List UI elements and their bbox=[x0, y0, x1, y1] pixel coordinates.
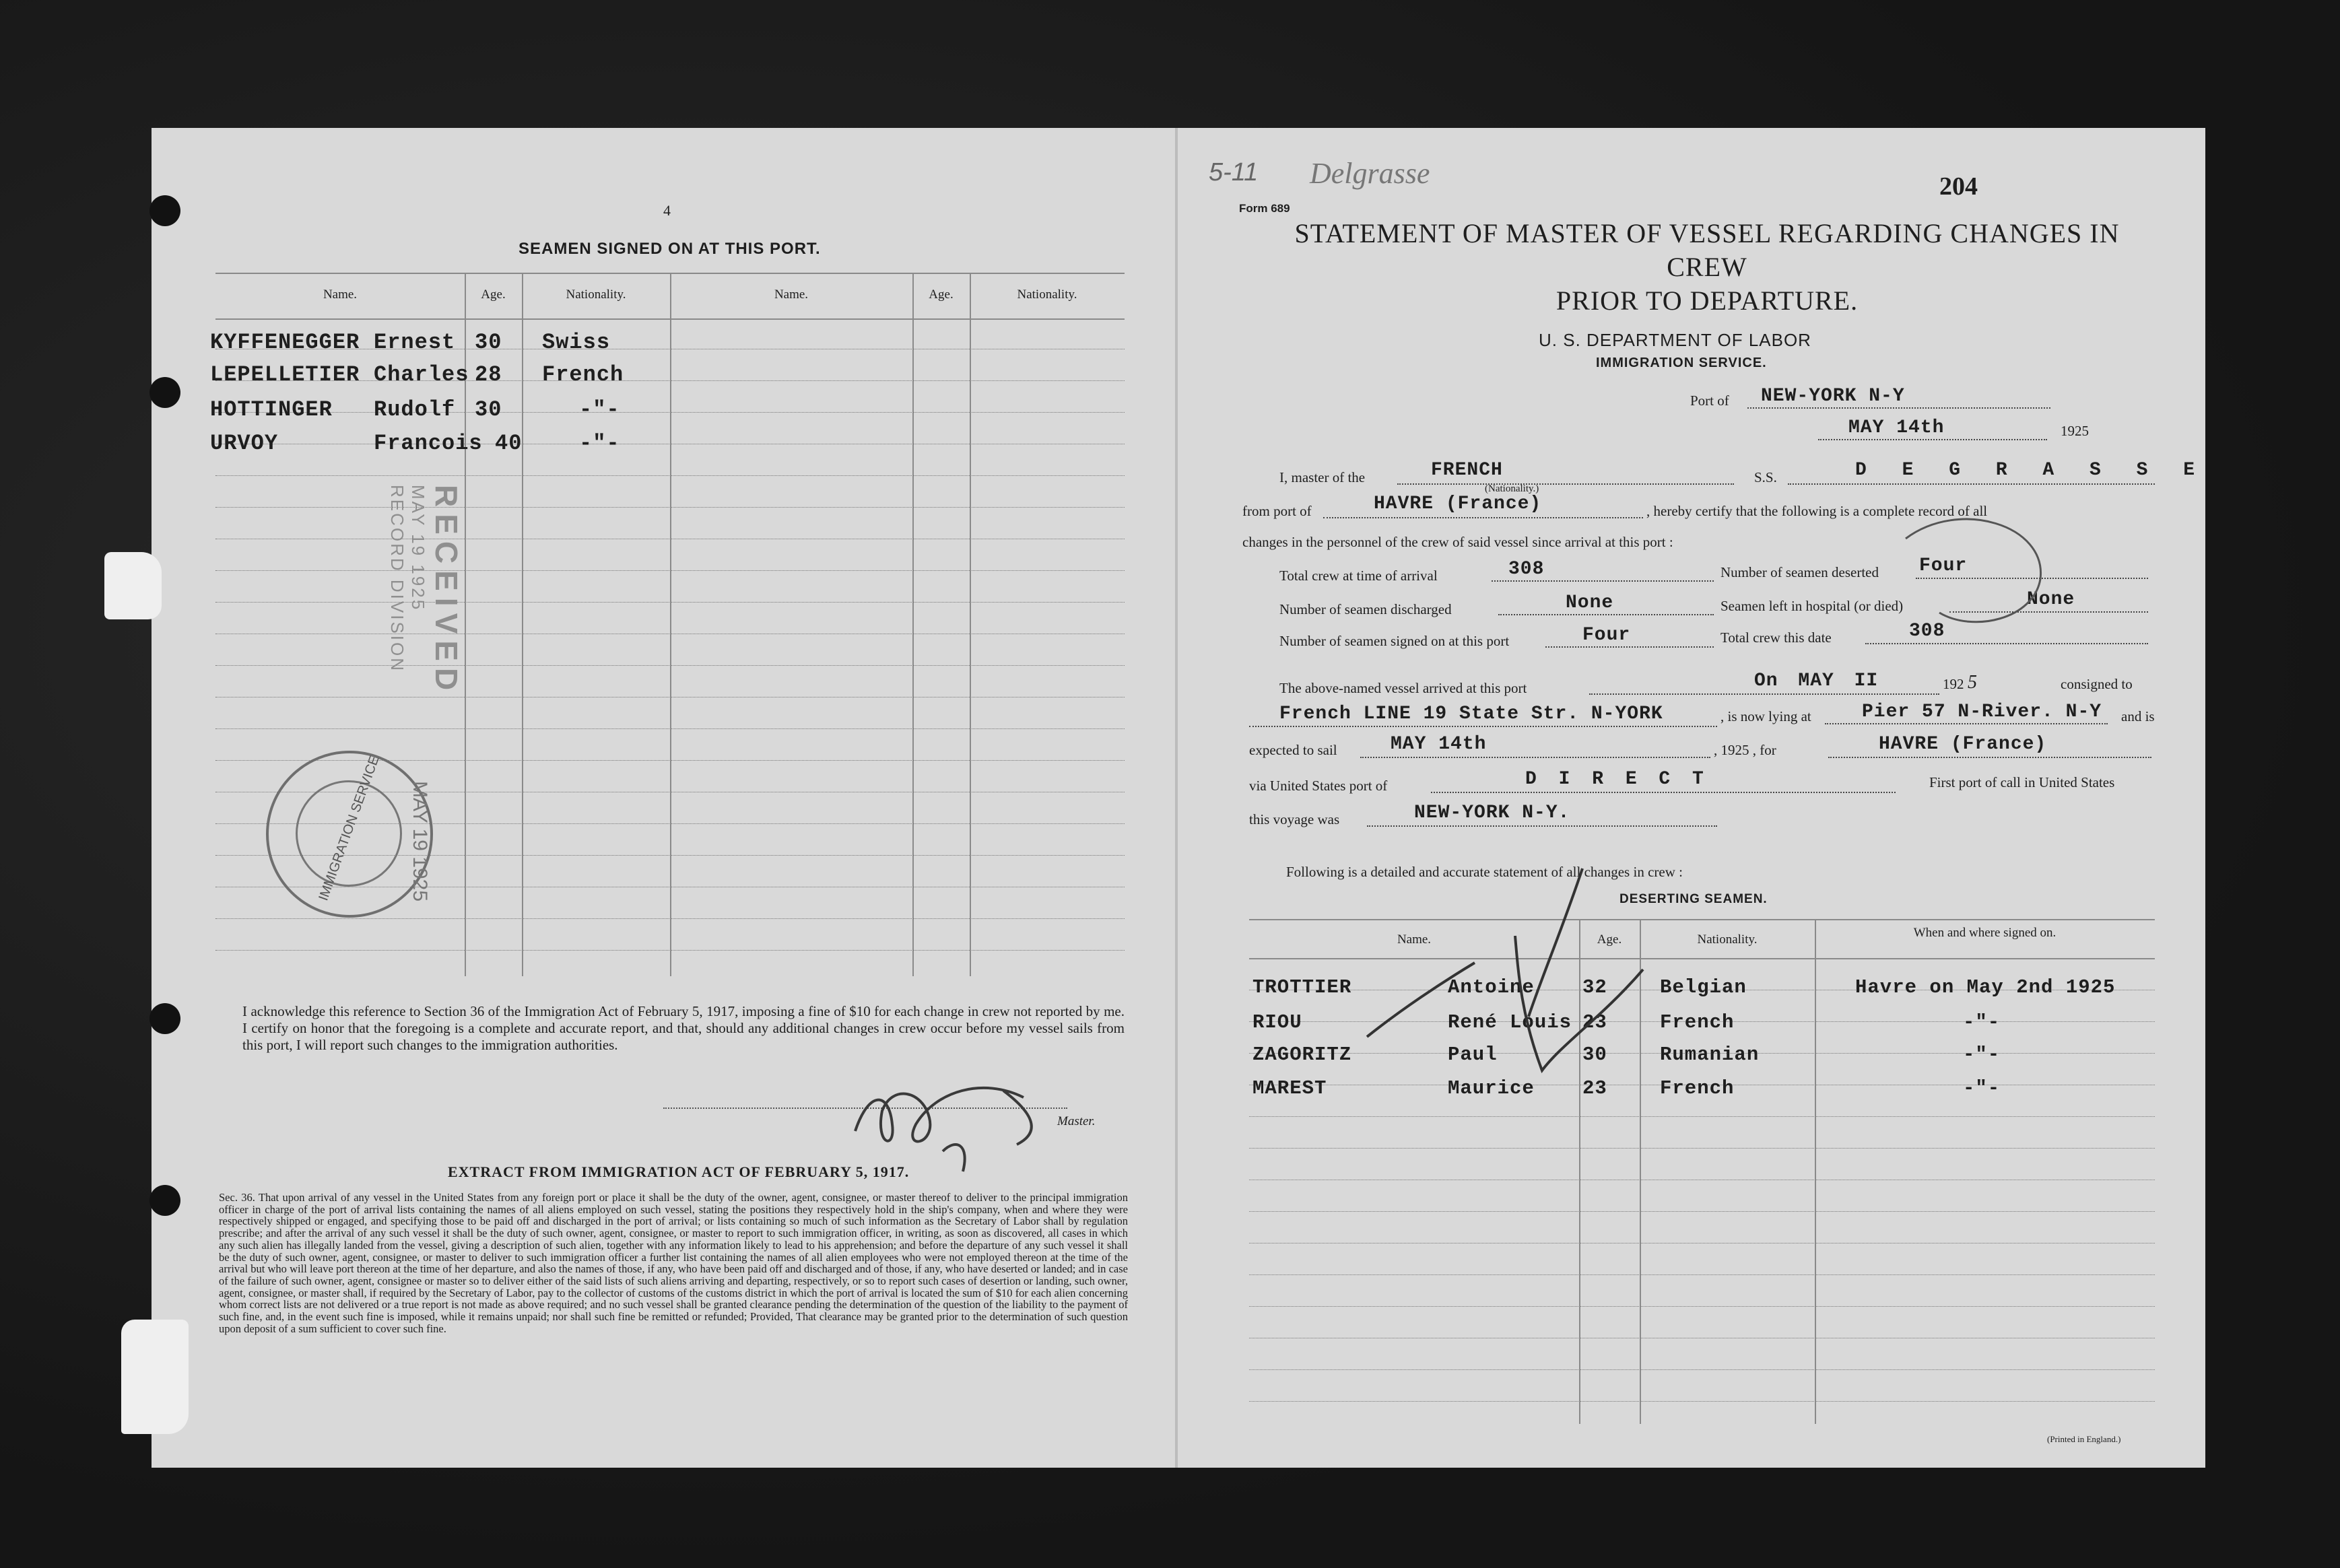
nationality: Belgian bbox=[1660, 976, 1747, 998]
column-header-nationality: Nationality. bbox=[566, 287, 626, 302]
nationality: French bbox=[1660, 1077, 1735, 1099]
nationality: -"- bbox=[579, 431, 620, 456]
form-title bbox=[1259, 217, 2155, 318]
signed-on-label: Number of seamen signed on at this port bbox=[1279, 633, 1510, 649]
surname: HOTTINGER bbox=[210, 397, 333, 422]
fill-line bbox=[1788, 483, 2155, 485]
age: 40 bbox=[495, 431, 523, 456]
following-text: Following is a detailed and accurate statement of all changes in crew : bbox=[1286, 864, 1683, 880]
total-crew-arrival-label: Total crew at time of arrival bbox=[1279, 568, 1438, 584]
fill-line bbox=[1825, 723, 2108, 724]
nationality: French bbox=[1660, 1011, 1735, 1033]
seal-date: MAY 19 1925 bbox=[409, 781, 431, 902]
surname: LEPELLETIER bbox=[210, 362, 360, 387]
age: 30 bbox=[475, 397, 502, 422]
certify-text: , hereby certify that the following is a complete record of all bbox=[1646, 503, 1988, 519]
age: 28 bbox=[475, 362, 502, 387]
surname: KYFFENEGGER bbox=[210, 330, 360, 355]
date-value: MAY 14th bbox=[1848, 417, 1945, 438]
signed-on-value: Four bbox=[1582, 625, 1631, 646]
age: 23 bbox=[1582, 1011, 1607, 1033]
port-value: NEW-YORK N-Y bbox=[1761, 386, 1905, 407]
given-name: René Louis bbox=[1448, 1011, 1572, 1033]
column-header-age: Age. bbox=[1597, 932, 1622, 947]
surname: TROTTIER bbox=[1252, 976, 1352, 998]
total-crew-date-label: Total crew this date bbox=[1720, 629, 1832, 646]
via-value: D I R E C T bbox=[1525, 769, 1709, 790]
first-port-label: First port of call in United States bbox=[1929, 774, 2115, 790]
page-number-left: 4 bbox=[663, 202, 671, 219]
fill-line bbox=[1828, 757, 2151, 758]
expected-label: expected to sail bbox=[1249, 742, 1337, 758]
fill-line bbox=[1545, 646, 1714, 648]
column-header-age: Age. bbox=[929, 287, 954, 302]
from-port-value: HAVRE (France) bbox=[1374, 493, 1542, 514]
pen-circle-mark bbox=[1879, 498, 2067, 646]
given-name: Antoine bbox=[1448, 976, 1535, 998]
nationality: Swiss bbox=[542, 330, 611, 355]
fill-line bbox=[1360, 757, 1710, 758]
department-name: U. S. DEPARTMENT OF LABOR bbox=[1539, 330, 1811, 350]
age: 30 bbox=[1582, 1044, 1607, 1066]
nationality-value: FRENCH bbox=[1431, 460, 1503, 481]
extract-title: EXTRACT FROM IMMIGRATION ACT OF FEBRUARY 5, 1917. bbox=[448, 1163, 910, 1180]
lying-label: , is now lying at bbox=[1720, 708, 1811, 724]
page-number-right: 204 bbox=[1939, 172, 1978, 201]
column-header-name: Name. bbox=[1397, 932, 1432, 947]
paper-tear bbox=[104, 552, 162, 619]
fill-line bbox=[1323, 517, 1643, 518]
fill-line bbox=[1498, 614, 1714, 615]
expected-value: MAY 14th bbox=[1391, 734, 1487, 755]
surname: RIOU bbox=[1252, 1011, 1302, 1033]
deserted-value: Four bbox=[1919, 555, 1968, 576]
given-name: Francois bbox=[374, 431, 483, 456]
consigned-label: consigned to bbox=[2061, 676, 2133, 692]
signed-on: -"- bbox=[1963, 1011, 2001, 1033]
surname: URVOY bbox=[210, 431, 279, 456]
pen-check-marks bbox=[1360, 862, 1683, 1104]
deserting-seamen-title: DESERTING SEAMEN. bbox=[1619, 892, 1768, 906]
hospital-value: None bbox=[2027, 589, 2075, 610]
fill-line bbox=[1818, 439, 2047, 440]
punch-hole bbox=[149, 1003, 180, 1034]
column-header-signed-on: When and where signed on. bbox=[1913, 926, 2057, 940]
age: 30 bbox=[475, 330, 502, 355]
sail-year-label: , 1925 , for bbox=[1714, 742, 1776, 758]
lying-value: Pier 57 N-River. N-Y bbox=[1862, 702, 2102, 722]
fill-line bbox=[1747, 407, 2050, 409]
handwritten-reference: 5-11 bbox=[1209, 158, 1259, 186]
fill-line bbox=[1492, 580, 1714, 582]
form-title-line: STATEMENT OF MASTER OF VESSEL REGARDING CHANGES IN CREW bbox=[1294, 218, 2120, 282]
arrived-value: On MAY II bbox=[1754, 671, 1879, 691]
left-page-title: SEAMEN SIGNED ON AT THIS PORT. bbox=[519, 240, 821, 258]
ship-name: D E G R A S S E bbox=[1855, 460, 2207, 481]
from-port-label: from port of bbox=[1242, 503, 1312, 519]
column-header-nationality: Nationality. bbox=[1017, 287, 1077, 302]
form-number: Form 689 bbox=[1239, 202, 1290, 215]
punch-hole bbox=[149, 195, 180, 226]
arrived-year-digit: 5 bbox=[1968, 672, 1977, 693]
form-title-line: PRIOR TO DEPARTURE. bbox=[1556, 285, 1859, 316]
surname: MAREST bbox=[1252, 1077, 1327, 1099]
hospital-label: Seamen left in hospital (or died) bbox=[1720, 598, 1904, 614]
stamp-received-date: MAY 19 1925 bbox=[408, 485, 428, 612]
port-label: Port of bbox=[1690, 393, 1729, 409]
signed-on: -"- bbox=[1963, 1044, 2001, 1066]
printed-note: (Printed in England.) bbox=[2047, 1434, 2121, 1444]
handwritten-ship-name: Delgrasse bbox=[1310, 157, 1430, 190]
column-header-nationality: Nationality. bbox=[1697, 932, 1758, 947]
given-name: Maurice bbox=[1448, 1077, 1535, 1099]
seal-text: IMMIGRATION SERVICE bbox=[316, 753, 382, 903]
total-crew-date-value: 308 bbox=[1909, 621, 1945, 642]
page-fold bbox=[1175, 128, 1178, 1468]
fill-line bbox=[1397, 483, 1734, 485]
column-header-name: Name. bbox=[323, 287, 358, 302]
total-crew-arrival-value: 308 bbox=[1508, 559, 1545, 580]
year-label: 1925 bbox=[2061, 423, 2089, 439]
given-name: Charles bbox=[374, 362, 469, 387]
age: 23 bbox=[1582, 1077, 1607, 1099]
and-is-label: and is bbox=[2121, 708, 2155, 724]
column-header-age: Age. bbox=[481, 287, 506, 302]
punch-hole bbox=[149, 377, 180, 408]
nationality-caption: (Nationality.) bbox=[1485, 483, 1539, 494]
changes-text: changes in the personnel of the crew of said vessel since arrival at this port : bbox=[1242, 534, 1673, 550]
master-of-label: I, master of the bbox=[1279, 469, 1366, 485]
surname: ZAGORITZ bbox=[1252, 1044, 1352, 1066]
arrived-label: The above-named vessel arrived at this port bbox=[1279, 680, 1527, 696]
service-name: IMMIGRATION SERVICE. bbox=[1596, 355, 1767, 370]
voyage-label: this voyage was bbox=[1249, 811, 1340, 827]
via-label: via United States port of bbox=[1249, 778, 1388, 794]
discharged-value: None bbox=[1566, 592, 1614, 613]
nationality: -"- bbox=[579, 397, 620, 422]
stamp-received-division: RECORD DIVISION bbox=[387, 485, 407, 673]
fill-line bbox=[1589, 693, 1939, 695]
voyage-value: NEW-YORK N-Y. bbox=[1414, 803, 1570, 823]
received-stamp bbox=[387, 485, 465, 697]
consignee-value: French LINE 19 State Str. N-YORK bbox=[1279, 704, 1663, 724]
given-name: Rudolf bbox=[374, 397, 456, 422]
acknowledgement-text: I acknowledge this reference to Section 36 of the Immigration Act of February 5, 1917, imposing a fine of $10 for each change in crew not reported by me. I certify on honor that the foregoing is a complete and accurate report, and that, should any additional changes in crew occur before my vessel sails from this port, I will report such changes to the immigration authorities. bbox=[242, 1003, 1125, 1053]
arrived-year-prefix: 192 bbox=[1943, 676, 1964, 692]
given-name: Paul bbox=[1448, 1044, 1498, 1066]
punch-hole bbox=[149, 1185, 180, 1216]
nationality: French bbox=[542, 362, 624, 387]
age: 32 bbox=[1582, 976, 1607, 998]
column-header-name: Name. bbox=[774, 287, 809, 302]
discharged-label: Number of seamen discharged bbox=[1279, 601, 1452, 617]
extract-text: Sec. 36. That upon arrival of any vessel in the United States from any foreign port or place it shall be the duty of the owner, agent, consignee, or master thereof to deliver to the principal immigration officer in charge of the port of arrival lists containing the names of all aliens employed on such vessel, stating the positions they respectively hold in the ship's company, when and where they were respectively shipped or engaged, and specifying those to be paid off and discharged in the port of arrival; or lists containing so much of such information as the Secretary of Labor shall by regulation prescribe; and after the arrival of any such vessel it shall be the duty of such owner, agent, consignee, or master to report to such immigration officer, in writing, as soon as discovered, all cases in which any such alien has illegally landed from the vessel, giving a description of such alien, together with any information likely to lead to his apprehension; and before the departure of any such vessel it shall be the duty of such owner, agent, consignee, or master to deliver to such immigration officer a further list containing the names of all alien employees who were not employed thereon at the time of the arrival but who will leave port thereon at the time of her departure, and also the names of those, if any, who have been paid off and discharged and of those, if any, who have deserted or landed; and in case of the failure of such owner, agent, consignee or master so to deliver either of the said lists of such aliens arriving and departing, respectively, or so to report such cases of desertion or landing, such owner, agent, consignee, or master shall, if required by the Secretary of Labor, pay to the collector of customs of the customs district in which the port of arrival is located the sum of $10 for each alien concerning whom correct lists are not delivered or a true report is not made as above required; and no such vessel shall be granted clearance pending the determination of the question of the liability to the payment of such fine, and, in the event such fine is imposed, while it remains unpaid; nor shall such fine be remitted or refunded; Provided, That clearance may be granted prior to the determination of such question upon deposit of a sum sufficient to cover such fine. bbox=[219, 1191, 1128, 1335]
fill-line bbox=[1249, 726, 1717, 727]
master-label: Master. bbox=[1057, 1114, 1096, 1128]
fill-line bbox=[1367, 825, 1717, 827]
signed-on: -"- bbox=[1963, 1077, 2001, 1099]
stamp-received-text: RECEIVED bbox=[429, 485, 464, 697]
deserted-label: Number of seamen deserted bbox=[1720, 564, 1879, 580]
destination-value: HAVRE (France) bbox=[1879, 734, 2047, 755]
signed-on: Havre on May 2nd 1925 bbox=[1855, 976, 2116, 998]
given-name: Ernest bbox=[374, 330, 456, 355]
paper-tear bbox=[121, 1320, 189, 1434]
fill-line bbox=[1431, 792, 1896, 793]
nationality: Rumanian bbox=[1660, 1044, 1760, 1066]
ss-label: S.S. bbox=[1754, 469, 1777, 485]
